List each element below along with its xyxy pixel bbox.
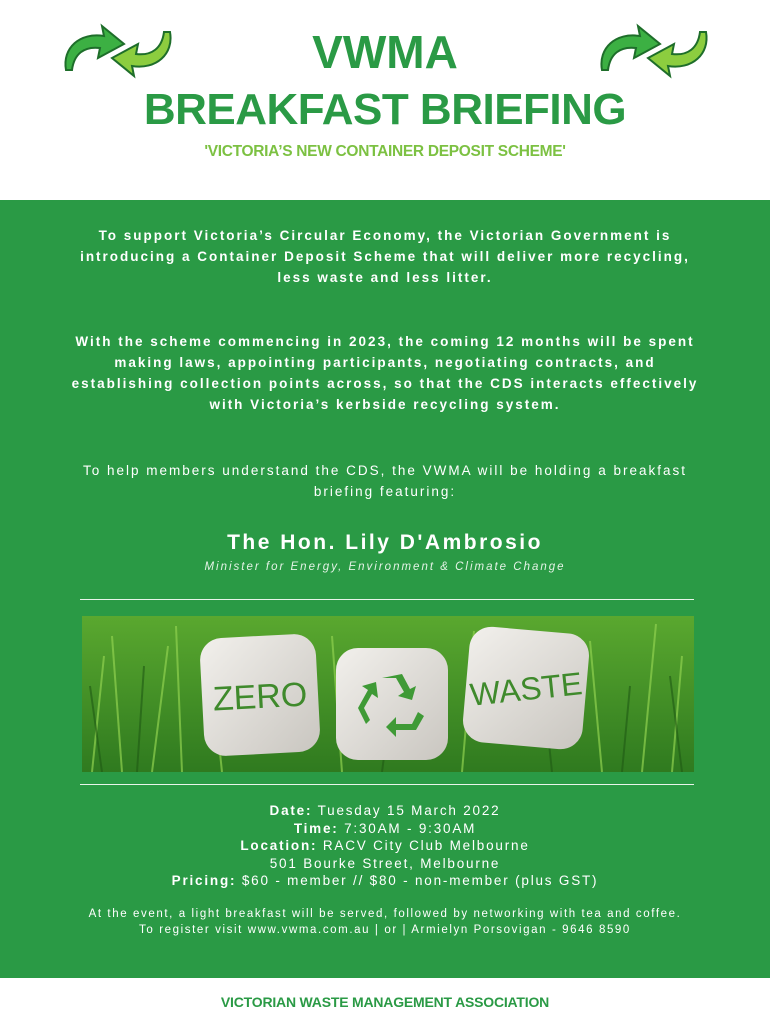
footer [0,978,770,1024]
main-panel [0,200,770,978]
time-value: 7:30AM - 9:30AM [338,820,477,836]
scheme-paragraph: With the scheme commencing in 2023, the coming 12 months will be spent making laws, appointing participants, negotiating contracts, and establishing collection points across, so that the CDS interacts effectively with Victoria’s kerbside recycling system. [71,334,699,412]
date-label: Date: [269,803,313,818]
detail-pricing [0,872,770,890]
time-label: Time: [293,820,339,836]
divider [80,784,694,785]
cube-waste-text: WASTE [468,665,584,713]
zero-cube [199,633,321,757]
speaker-name: The Hon. Lily D'Ambrosio [227,531,543,554]
pricing-label: Pricing: [171,873,237,888]
note-breakfast: At the event, a light breakfast will be served, followed by networking with tea and coffee. [88,908,682,920]
location-label: Location: [240,838,318,853]
detail-time [0,820,770,838]
location-value: RACV City Club Melbourne [317,838,530,853]
recycle-cube [336,648,448,760]
briefing-paragraph: To help members understand the CDS, the VWMA will be holding a breakfast briefing featuring: [83,463,687,499]
title-vwma: VWMA [312,26,458,78]
zero-waste-illustration [82,616,694,772]
subtitle: 'VICTORIA’S NEW CONTAINER DEPOSIT SCHEME' [204,143,566,160]
note-register: To register visit www.vwma.com.au | or | Armielyn Porsovigan - 9646 8590 [139,924,631,936]
pricing-value: $60 - member // $80 - non-member (plus GST) [236,873,599,888]
detail-address: 501 Bourke Street, Melbourne [269,855,501,871]
speaker-role: Minister for Energy, Environment & Climate Change [204,561,566,573]
event-details [0,802,770,890]
title-breakfast-briefing: BREAKFAST BRIEFING [143,85,627,134]
divider [80,599,694,600]
intro-paragraph: To support Victoria’s Circular Economy, the Victorian Government is introducing a Container Deposit Scheme that will deliver more recycling, less waste and less litter. [80,228,690,285]
detail-location [0,837,770,855]
header [0,0,770,200]
event-note [70,906,700,938]
waste-cube [461,625,591,751]
cube-zero-text: ZERO [211,675,309,719]
zero-waste-photo [82,616,694,772]
date-value: Tuesday 15 March 2022 [312,803,501,818]
detail-date [0,802,770,820]
footer-org-name: VICTORIAN WASTE MANAGEMENT ASSOCIATION [220,994,550,1010]
recycle-arrows-icon [594,18,714,84]
